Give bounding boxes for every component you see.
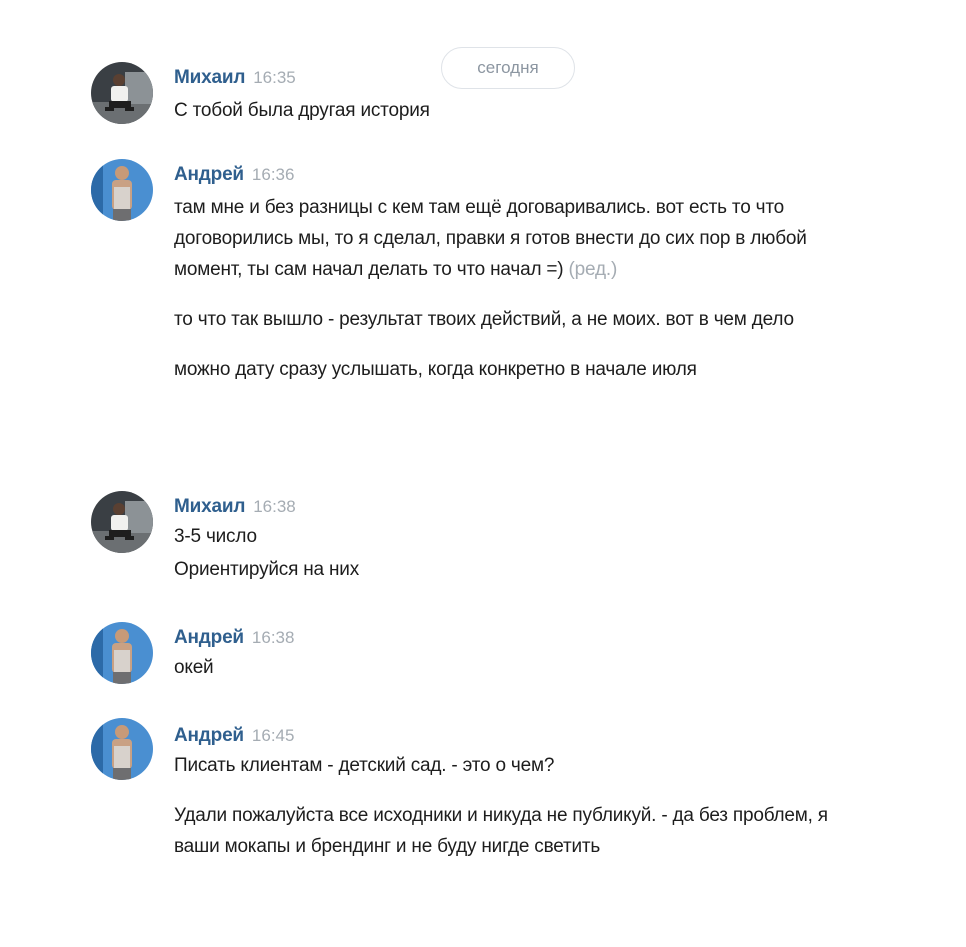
avatar[interactable]	[91, 491, 153, 553]
date-divider: сегодня	[441, 47, 575, 89]
edited-label: (ред.)	[568, 259, 618, 280]
message-text: С тобой была другая история	[174, 100, 430, 121]
message-author[interactable]: Михаил	[174, 496, 246, 517]
message-author[interactable]: Андрей	[174, 627, 244, 648]
message-text: то что так вышло - результат твоих действий, а не моих. вот в чем дело	[174, 309, 794, 330]
message-text: можно дату сразу услышать, когда конкретно в начале июля	[174, 359, 697, 380]
message-text: Ориентируйся на них	[174, 559, 360, 580]
message-text: Удали пожалуйста все исходники и никуда не публикуй. - да без проблем, я ваши мокапы и брендинг и не буду нигде светить	[174, 805, 828, 857]
avatar[interactable]	[91, 622, 153, 684]
message-text-body: там мне и без разницы с кем там ещё договаривались. вот есть то что договорились мы, то я сделал, правки я готов внести до сих пор в любой момент, ты сам начал делать то что начал =)	[174, 197, 807, 280]
message-time: 16:35	[253, 68, 296, 87]
message-time: 16:38	[253, 497, 296, 516]
avatar[interactable]	[91, 62, 153, 124]
message-text: Писать клиентам - детский сад. - это о чем?	[174, 755, 555, 776]
message-author[interactable]: Михаил	[174, 67, 246, 88]
message-text: 3-5 число	[174, 526, 257, 547]
message-author[interactable]: Андрей	[174, 164, 244, 185]
message-text	[174, 192, 814, 285]
message-author[interactable]: Андрей	[174, 725, 244, 746]
message-text: окей	[174, 657, 214, 678]
message-time: 16:45	[251, 726, 295, 745]
message-time: 16:38	[251, 628, 295, 647]
avatar[interactable]	[91, 159, 153, 221]
avatar[interactable]	[91, 718, 153, 780]
message-time: 16:36	[251, 165, 295, 184]
